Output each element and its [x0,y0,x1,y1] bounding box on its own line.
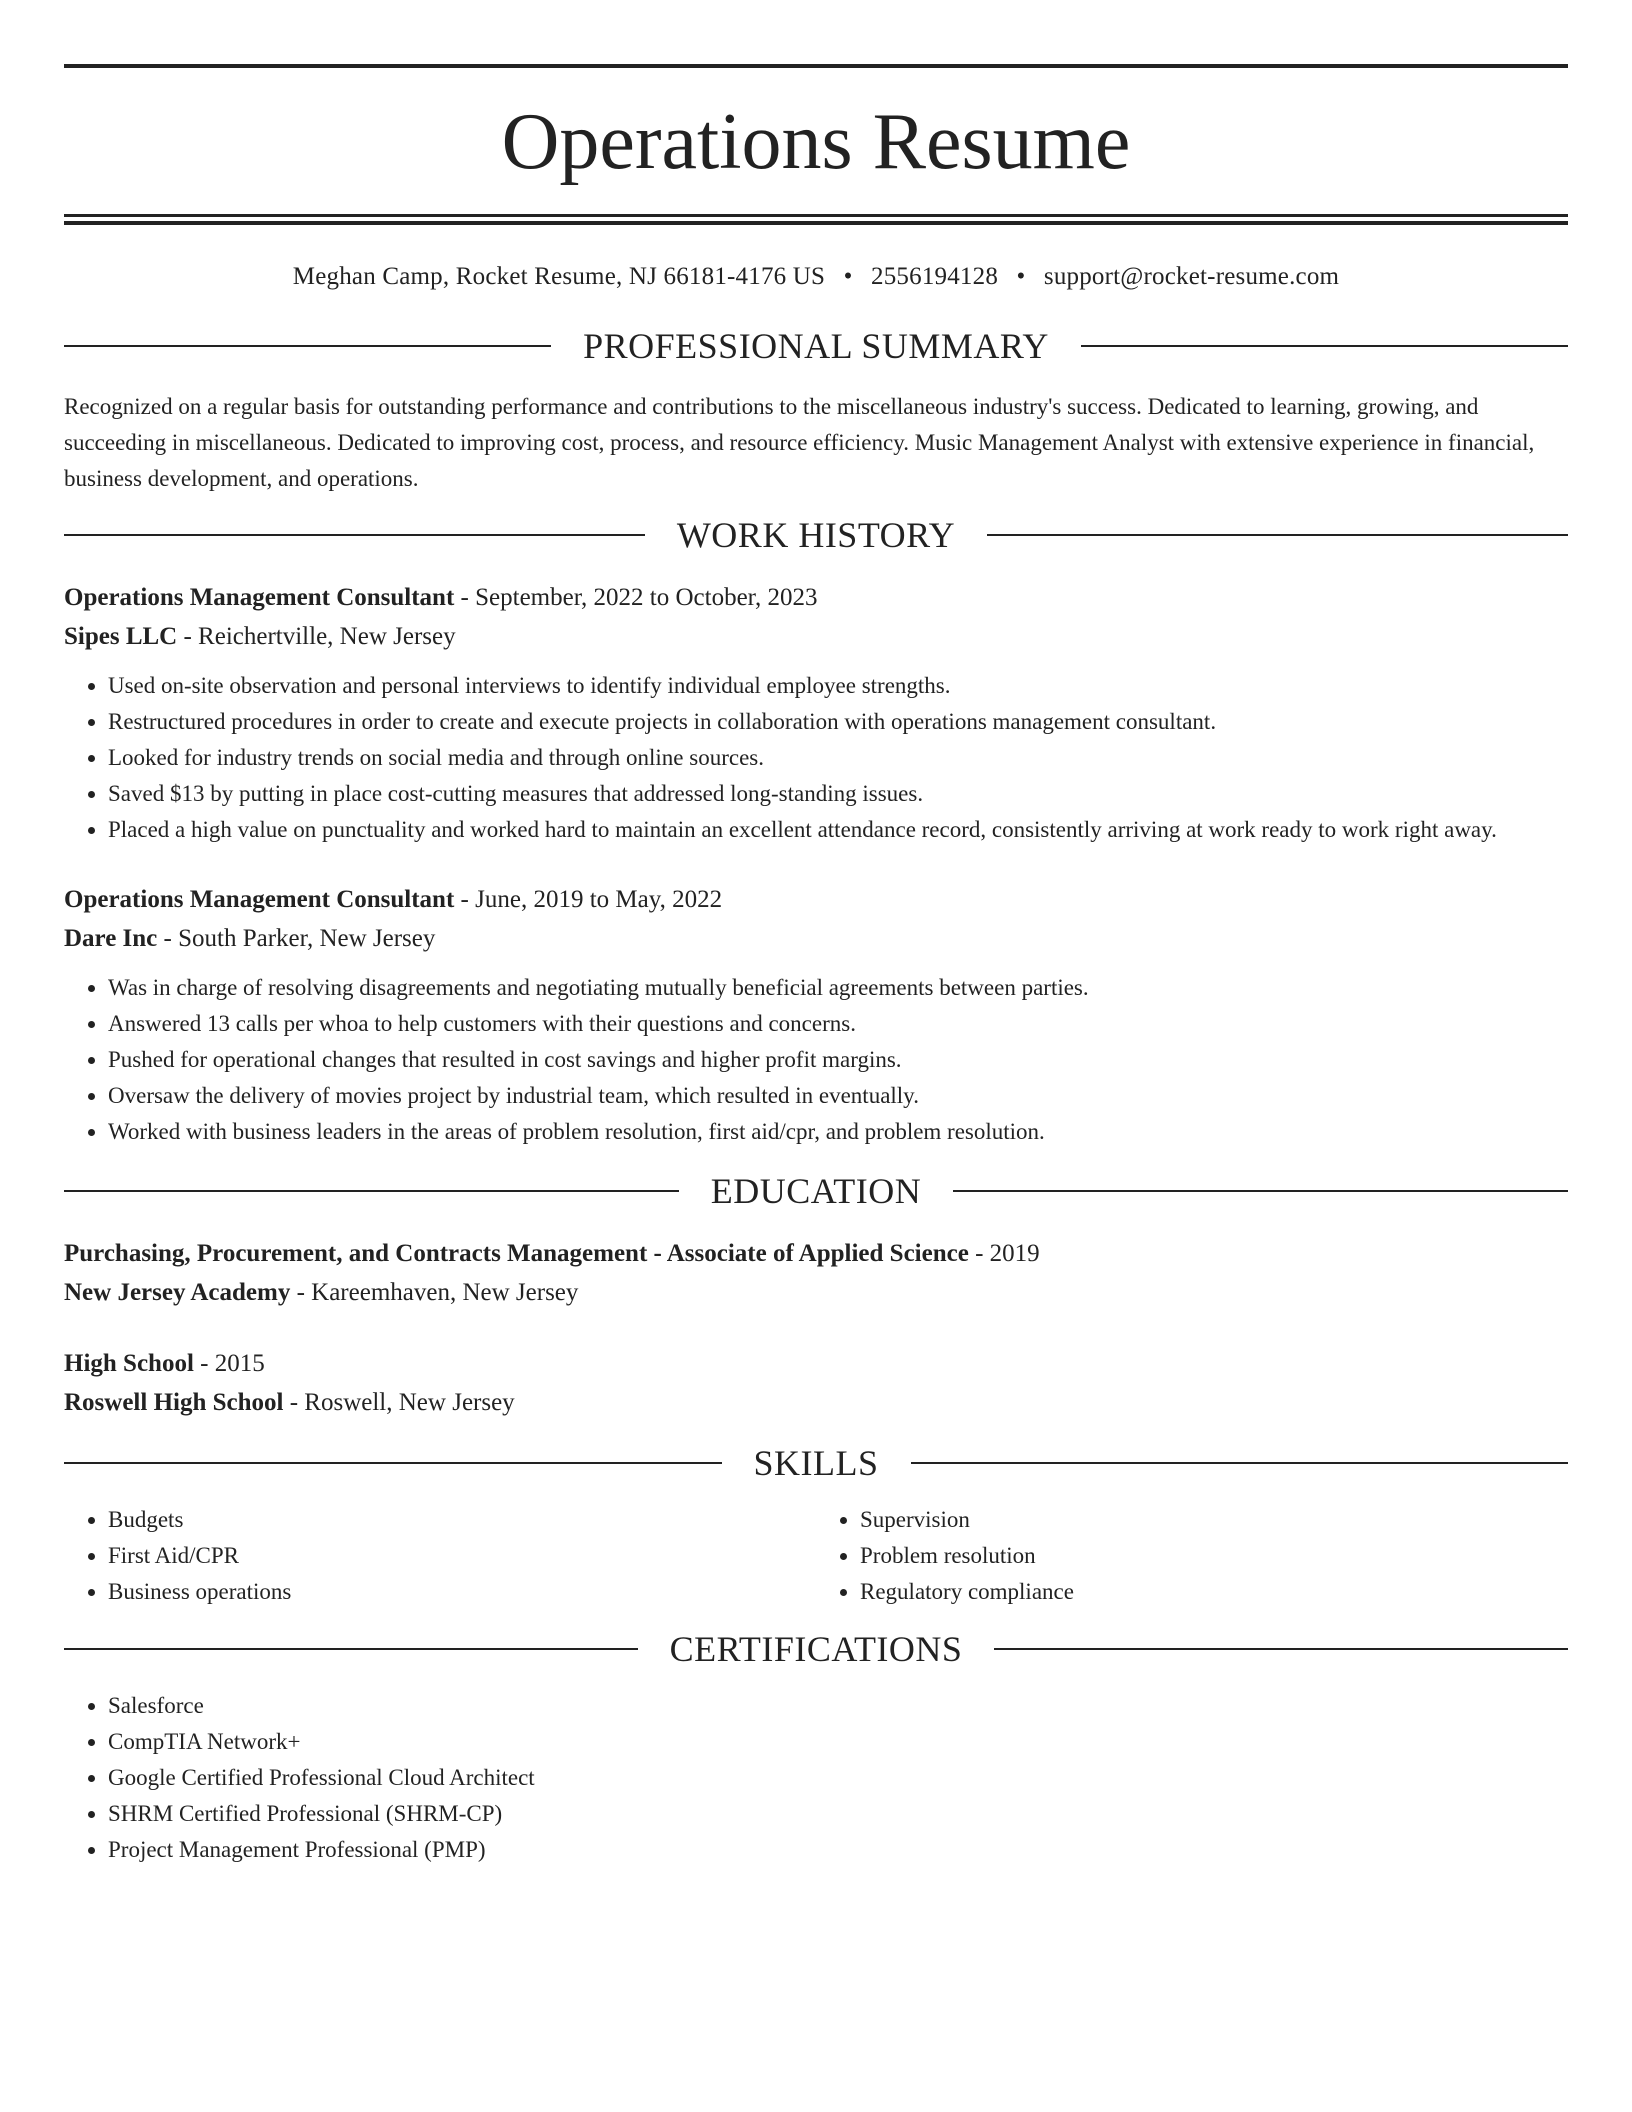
job-dates: - June, 2019 to May, 2022 [454,886,723,913]
list-item: • First Aid/CPR [108,1538,816,1574]
list-item: • Looked for industry trends on social media and through online sources. [108,740,1568,776]
job-entry [64,578,1568,848]
page-title: Operations Resume [501,98,1131,186]
list-item: • Budgets [108,1502,816,1538]
job-company: Dare Inc [64,925,158,952]
section-rule [1081,345,1568,347]
title-double-rule [64,214,1568,225]
education-degree-line [64,1234,1568,1273]
list-item: • Business operations [108,1574,816,1610]
list-item: • Answered 13 calls per whoa to help customers with their questions and concerns. [108,1006,1568,1042]
job-location: - South Parker, New Jersey [157,925,436,952]
section-rule [64,1462,722,1464]
list-item: • Used on-site observation and personal interviews to identify individual employee strengths. [108,668,1568,704]
education-degree: Purchasing, Procurement, and Contracts Management - Associate of Applied Science [64,1240,969,1267]
contact-phone: 2556194128 [871,263,999,290]
education-year: - 2019 [968,1240,1040,1267]
section-rule [953,1190,1568,1192]
section-header-work-history [64,514,1568,556]
education-school-line [64,1273,1568,1312]
section-rule [64,1648,638,1650]
list-item: • Google Certified Professional Cloud Architect [108,1760,1568,1796]
summary-text: Recognized on a regular basis for outstanding performance and contributions to the miscellaneous industry's success. Dedicated to learning, growing, and succeeding in miscellaneous. Dedicated to improving cost, process, and resource efficiency. Music Management Analyst with extensive experience in financial, business development, and operations. [64,394,1535,491]
job-title-line [64,578,1568,617]
section-header-education [64,1170,1568,1212]
section-header-summary [64,325,1568,367]
education-entry [64,1344,1568,1422]
list-item: • Was in charge of resolving disagreements and negotiating mutually beneficial agreements between parties. [108,970,1568,1006]
section-title: SKILLS [753,1443,879,1483]
job-company-line [64,919,1568,958]
list-item: • Placed a high value on punctuality and worked hard to maintain an excellent attendance record, consistently arriving at work ready to work right away. [108,812,1568,848]
job-company: Sipes LLC [64,623,178,650]
job-entry [64,880,1568,1150]
list-item: • Supervision [860,1502,1568,1538]
job-title: Operations Management Consultant [64,584,455,611]
education-school-line [64,1383,1568,1422]
certifications-list [64,1688,1568,1868]
list-item: • Project Management Professional (PMP) [108,1832,1568,1868]
education-school: Roswell High School [64,1389,284,1416]
section-header-certifications [64,1628,1568,1670]
list-item: • Restructured procedures in order to create and execute projects in collaboration with operations management consultant. [108,704,1568,740]
list-item: • Regulatory compliance [860,1574,1568,1610]
list-item: • Salesforce [108,1688,1568,1724]
job-company-line [64,617,1568,656]
list-item: • Problem resolution [860,1538,1568,1574]
section-rule [64,345,551,347]
education-degree-line [64,1344,1568,1383]
job-title-line [64,880,1568,919]
section-rule [911,1462,1569,1464]
list-item: • Saved $13 by putting in place cost-cutting measures that addressed long-standing issues. [108,776,1568,812]
section-title: CERTIFICATIONS [669,1629,963,1669]
list-item: • Worked with business leaders in the areas of problem resolution, first aid/cpr, and problem resolution. [108,1114,1568,1150]
education-year: - 2015 [193,1350,265,1377]
section-rule [987,534,1568,536]
job-dates: - September, 2022 to October, 2023 [454,584,818,611]
section-title: WORK HISTORY [676,515,956,555]
list-item: • CompTIA Network+ [108,1724,1568,1760]
section-rule [64,1190,679,1192]
job-location: - Reichertville, New Jersey [177,623,456,650]
education-school: New Jersey Academy [64,1279,291,1306]
section-rule [994,1648,1568,1650]
job-title: Operations Management Consultant [64,886,455,913]
contact-separator: • [1016,263,1026,290]
skills-grid [64,1502,1568,1610]
contact-separator: • [843,263,853,290]
skills-column-left [64,1502,816,1610]
education-entry [64,1234,1568,1312]
list-item: • Pushed for operational changes that resulted in cost savings and higher profit margins. [108,1042,1568,1078]
contact-name-address: Meghan Camp, Rocket Resume, NJ 66181-4176 US [292,263,826,290]
top-rule [64,64,1568,68]
section-title: EDUCATION [710,1171,922,1211]
section-rule [64,534,645,536]
list-item: • SHRM Certified Professional (SHRM-CP) [108,1796,1568,1832]
section-header-skills [64,1442,1568,1484]
skills-column-right [816,1502,1568,1610]
list-item: • Oversaw the delivery of movies project by industrial team, which resulted in eventually. [108,1078,1568,1114]
job-bullets [64,970,1568,1150]
section-title: PROFESSIONAL SUMMARY [583,326,1049,366]
contact-line [64,263,1568,291]
education-location: - Kareemhaven, New Jersey [290,1279,579,1306]
job-bullets [64,668,1568,848]
contact-email: support@rocket-resume.com [1043,263,1340,290]
education-location: - Roswell, New Jersey [283,1389,515,1416]
education-degree: High School [64,1350,194,1377]
